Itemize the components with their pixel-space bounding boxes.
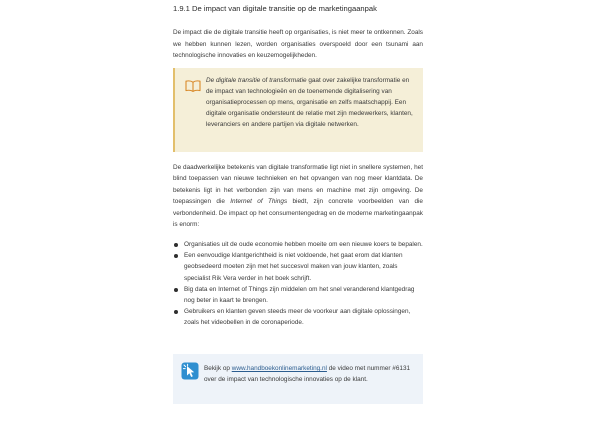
bullet-item: Organisaties uit de oude economie hebben moeite om een nieuwe koers te bepalen. <box>173 239 423 250</box>
body-text-after: biedt, zijn concrete voorbeelden van die verbondenheid. De impact op het consumentengedrag en de moderne marketingaanpak is enorm: <box>173 198 423 229</box>
tip-text-before: Bekijk op <box>204 365 232 372</box>
open-book-icon <box>185 80 201 92</box>
callout-connector: of <box>260 77 270 84</box>
bullet-item: Big data en Internet of Things zijn middelen om het snel veranderend klantgedrag nog beter in kaart te brengen. <box>173 284 423 306</box>
website-link[interactable]: www.handboekonlinemarketing.nl <box>231 365 327 372</box>
callout-text <box>206 76 418 131</box>
callout-term-1: De digitale transitie <box>206 77 261 84</box>
callout-term-2: transformatie <box>269 77 307 84</box>
tip-text <box>204 363 416 385</box>
body-text-before: De daadwerkelijke betekenis van digitale transformatie ligt niet in snellere systemen, het blind toepassen van nieuwe technieken en het opvangen van nog meer klantdata. De betekenis ligt in het verbonden zijn van mens en machine met zijn omgeving. De toepassingen die <box>173 164 423 206</box>
definition-callout <box>173 68 423 152</box>
body-term: Internet of Things <box>230 198 288 206</box>
intro-paragraph: De impact die de digitale transitie heeft op organisaties, is niet meer te ontkennen. Zoals we hebben kunnen lezen, worden organisaties overspoeld door een tsunami aan technologische innovaties en keuzemogelijkheden. <box>173 29 423 59</box>
section-heading: 1.9.1 De impact van digitale transitie op de marketingaanpak <box>173 4 377 13</box>
tip-text-after: de video met nummer #6131 over de impact van technologische innovaties op de klant. <box>204 365 411 384</box>
bullet-item: Gebruikers en klanten geven steeds meer de voorkeur aan digitale oplossingen, zoals het videobellen in de coronaperiode. <box>173 306 423 328</box>
cursor-click-icon <box>181 362 199 380</box>
body-paragraph <box>173 162 423 231</box>
callout-definition: gaat over zakelijke transformatie en de impact van technologieën en de toenemende digitalisering van organisatieprocessen op mens, organisatie en zelfs maatschappij. Een digitale organisatie ondersteunt de relatie met zijn medewerkers, klanten, leveranciers en andere partijen via digitale netwerken. <box>206 77 413 128</box>
video-tip-box <box>173 354 423 404</box>
impact-bullet-list <box>173 239 423 329</box>
bullet-item: Een eenvoudige klantgerichtheid is niet voldoende, het gaat erom dat klanten geobsedeerd moeten zijn met het succesvol maken van jouw klanten, zoals specialist Rik Vera verder in het boek schrijft. <box>173 250 423 284</box>
